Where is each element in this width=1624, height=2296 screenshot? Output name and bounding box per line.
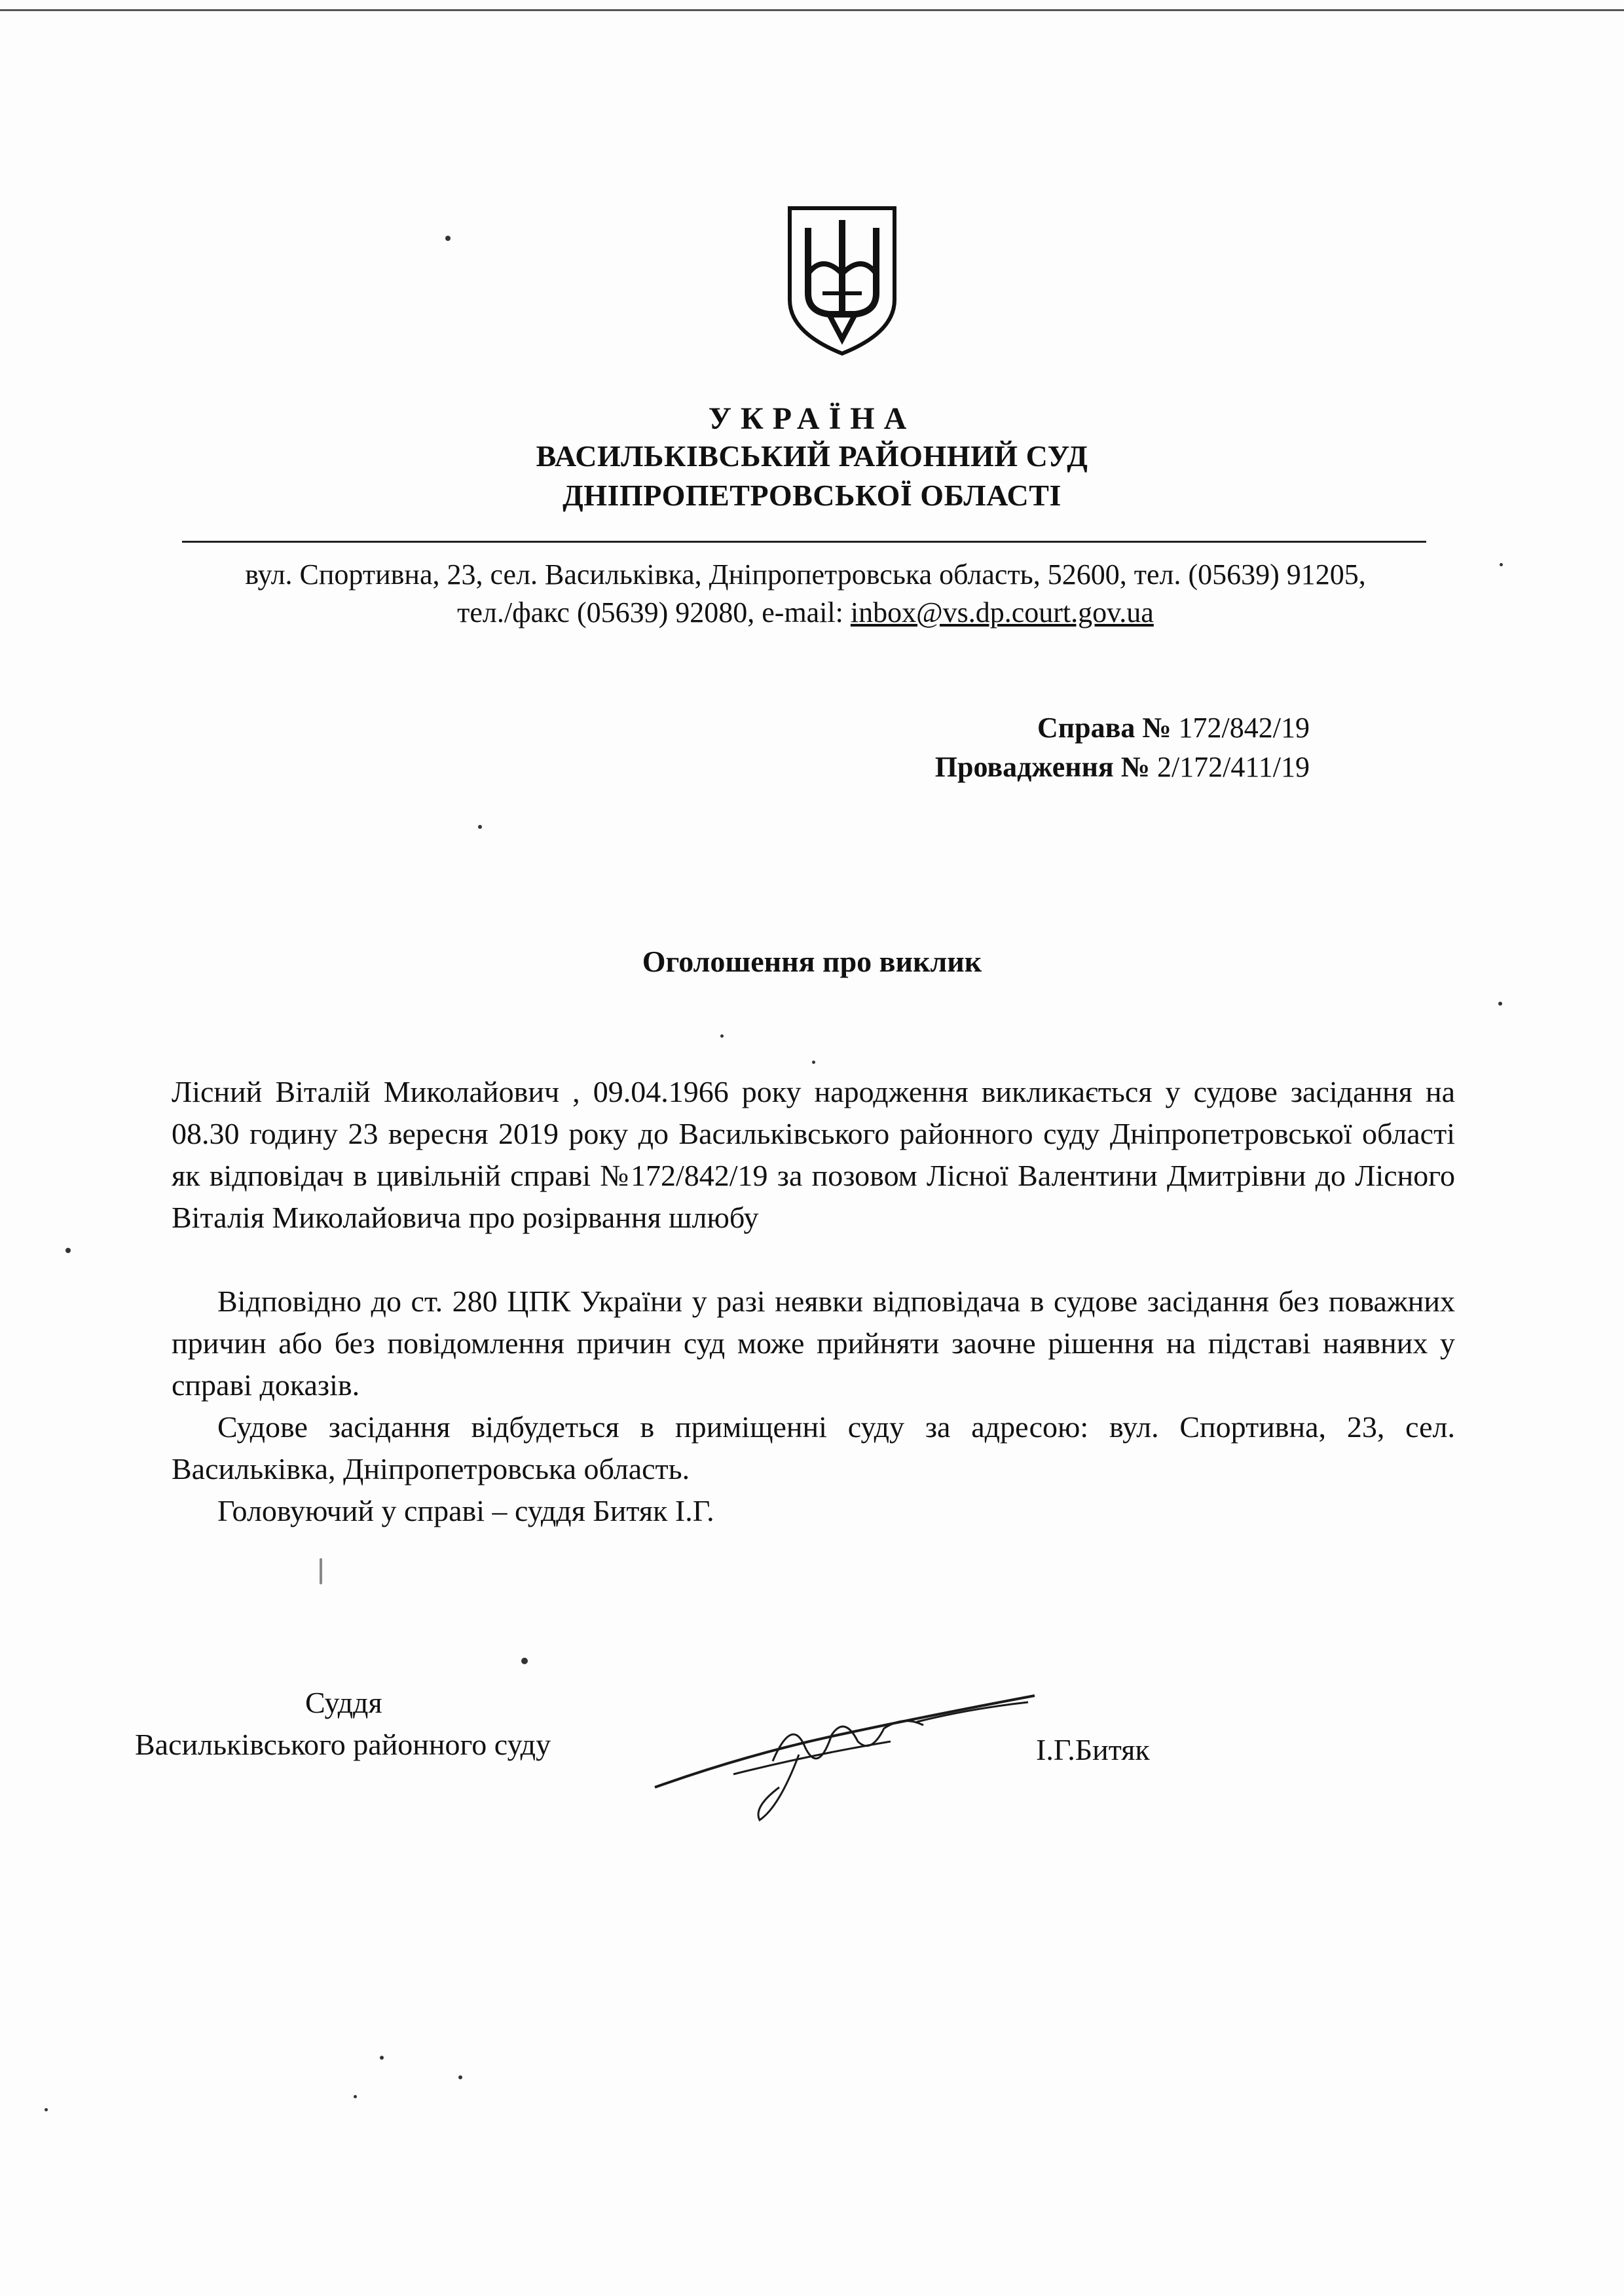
scan-top-edge xyxy=(0,9,1624,11)
scan-speck xyxy=(812,1061,815,1064)
signature-name: І.Г.Битяк xyxy=(1036,1733,1150,1766)
contact-line xyxy=(118,596,1493,629)
email-link[interactable]: inbox@vs.dp.court.gov.ua xyxy=(850,596,1154,629)
scan-speck xyxy=(478,825,482,829)
document-title: Оголошення про виклик xyxy=(642,945,982,978)
case-label: Справа № xyxy=(1037,712,1172,744)
handwritten-signature xyxy=(642,1676,1048,1833)
signature-title: Суддя xyxy=(305,1686,382,1719)
scan-speck xyxy=(65,1248,71,1253)
body-paragraph-1: Лісний Віталій Миколайович , 09.04.1966 року народження викликається у судове засідання на 08.30 годину 23 вересня 2019 року до Васильківського районного суду Дніпропетровської області як відповідач в цивільній справі №172/842/19 за позовом Лісної Валентини Дмитрівни до Лісного Віталія Миколайовича про розірвання шлюбу xyxy=(172,1075,1455,1234)
body-paragraph-2: Відповідно до ст. 280 ЦПК України у разі неявки відповідача в судове засідання без поважних причин або без повідомлення причин суд може прийняти заочне рішення на підставі наявних у справі доказів. xyxy=(172,1285,1455,1402)
scan-speck xyxy=(445,236,451,241)
scan-speck xyxy=(354,2095,357,2098)
scan-speck xyxy=(320,1558,322,1584)
header-divider xyxy=(182,541,1426,543)
proceeding-label: Провадження № xyxy=(934,751,1150,783)
scan-speck xyxy=(45,2108,48,2111)
signature-court: Васильківського районного суду xyxy=(135,1728,551,1761)
scan-speck xyxy=(458,2075,462,2079)
fax-text: тел./факс (05639) 92080, e-mail: xyxy=(457,596,851,629)
scan-speck xyxy=(720,1034,724,1038)
header-country: УКРАЇНА xyxy=(708,401,916,436)
body-paragraph-4: Головуючий у справі – суддя Битяк І.Г. xyxy=(217,1494,714,1527)
case-number-line xyxy=(851,711,1310,744)
trident-coat-of-arms-icon xyxy=(783,202,901,357)
case-number: 172/842/19 xyxy=(1178,712,1310,744)
header-region: ДНІПРОПЕТРОВСЬКОЇ ОБЛАСТІ xyxy=(563,479,1061,512)
proceeding-number: 2/172/411/19 xyxy=(1156,751,1310,783)
scan-speck xyxy=(1498,1002,1502,1006)
scan-speck xyxy=(380,2056,384,2060)
address-line: вул. Спортивна, 23, сел. Васильківка, Дніпропетровська область, 52600, тел. (05639) 91205, xyxy=(245,558,1366,591)
scan-speck xyxy=(1500,563,1503,566)
proceeding-number-line xyxy=(851,750,1310,784)
scan-speck xyxy=(521,1658,528,1664)
header-court-name: ВАСИЛЬКІВСЬКИЙ РАЙОННИЙ СУД xyxy=(536,439,1088,473)
body-paragraph-3: Судове засідання відбудеться в приміщенні суду за адресою: вул. Спортивна, 23, сел. Васильківка, Дніпропетровська область. xyxy=(172,1410,1455,1485)
